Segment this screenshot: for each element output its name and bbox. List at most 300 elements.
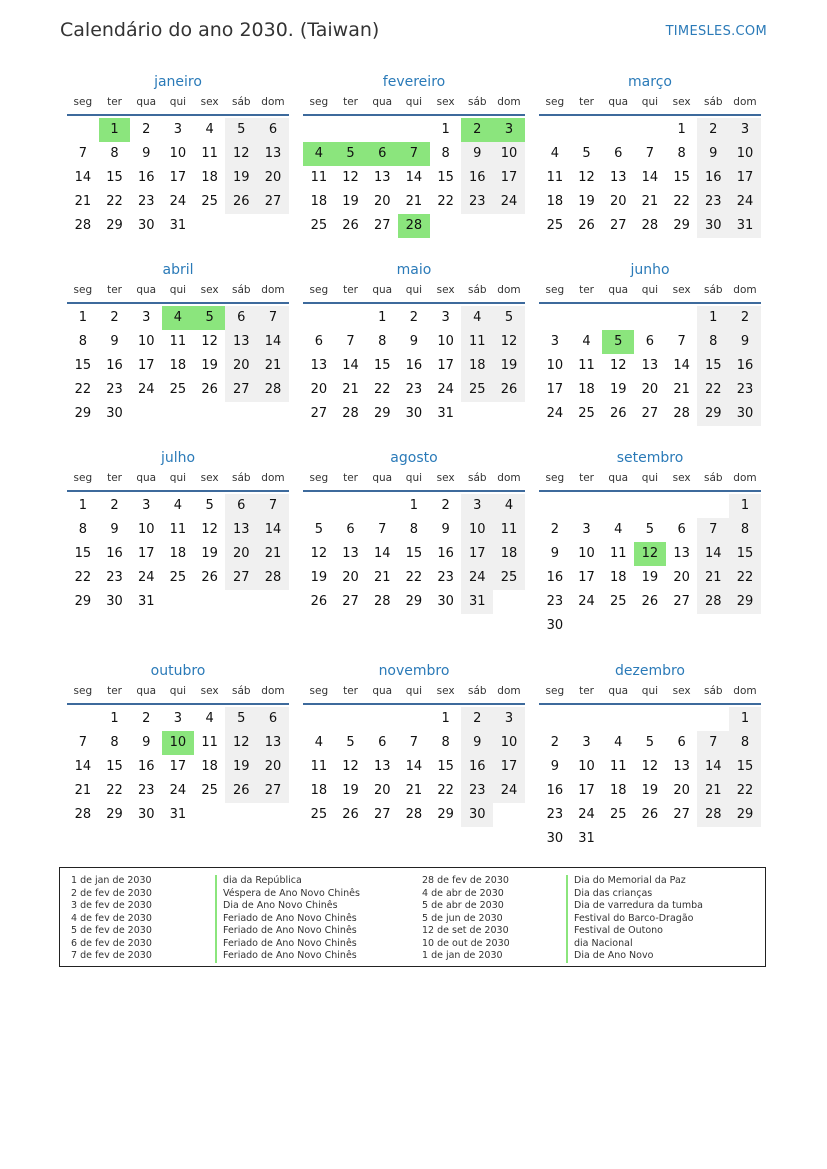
empty-cell: [634, 494, 666, 518]
day-cell: 5: [645, 522, 655, 537]
day-cell: 28: [257, 566, 289, 590]
day-cell: 15: [405, 546, 423, 561]
day-cell: 13: [257, 731, 289, 755]
weekday-label: dom: [261, 685, 285, 697]
weekday-label: seg: [545, 96, 565, 108]
weekday-label: qui: [405, 472, 423, 484]
empty-cell: [571, 707, 603, 731]
weekday-label: ter: [579, 96, 594, 108]
day-cell: 25: [169, 570, 187, 585]
day-cell: 1: [378, 310, 387, 325]
weekday-label: sex: [672, 685, 691, 697]
weekday-label: qui: [169, 96, 187, 108]
weekday-label: dom: [497, 685, 521, 697]
empty-cell: [666, 494, 698, 518]
weekday-label: qui: [169, 472, 187, 484]
brand-link[interactable]: TIMESLES.COM: [665, 24, 767, 39]
weekday-header: [67, 92, 289, 116]
day-cell: 11: [578, 358, 595, 373]
day-cell: 28: [697, 590, 729, 614]
empty-cell: [335, 494, 367, 518]
legend-holiday-name: Feriado de Ano Novo Chinês: [215, 913, 360, 926]
weekday-label: sáb: [231, 96, 251, 108]
month-2: [539, 72, 761, 238]
weekday-label: sáb: [703, 685, 723, 697]
empty-cell: [303, 494, 335, 518]
day-cell: 2: [550, 735, 559, 750]
day-cell: 9: [409, 334, 419, 349]
day-cell: 1: [78, 310, 87, 325]
day-cell: 18: [169, 358, 187, 373]
weekday-label: sex: [436, 472, 455, 484]
day-cell: 17: [729, 166, 761, 190]
day-cell: 30: [697, 214, 729, 238]
holiday-cell: 28: [398, 214, 430, 238]
weekday-label: seg: [309, 96, 329, 108]
day-cell: 31: [578, 831, 595, 846]
weekday-label: qua: [372, 96, 393, 108]
day-cell: 6: [677, 522, 686, 537]
month-name: agosto: [390, 450, 438, 466]
legend-date: 7 de fev de 2030: [71, 950, 152, 961]
day-cell: 7: [645, 146, 655, 161]
day-cell: 1: [78, 498, 87, 513]
legend-holiday-name: dia da República: [215, 875, 360, 888]
weekday-label: dom: [261, 96, 285, 108]
empty-cell: [303, 306, 335, 330]
day-cell: 2: [729, 306, 761, 330]
empty-cell: [634, 118, 666, 142]
day-cell: 9: [142, 146, 151, 161]
day-cell: 3: [173, 711, 183, 726]
day-cell: 14: [257, 518, 289, 542]
holiday-cell: 2: [461, 118, 493, 142]
weekday-header: [539, 92, 761, 116]
month-name: abril: [162, 262, 194, 278]
day-cell: 6: [257, 118, 289, 142]
day-cell: 15: [74, 546, 92, 561]
weekday-label: ter: [343, 685, 358, 697]
day-cell: 27: [257, 779, 289, 803]
day-cell: 16: [137, 170, 155, 185]
weekday-label: ter: [343, 472, 358, 484]
empty-cell: [303, 707, 335, 731]
day-cell: 18: [201, 759, 218, 774]
day-cell: 23: [461, 779, 493, 803]
day-cell: 27: [673, 807, 690, 822]
weekday-label: qui: [641, 96, 659, 108]
day-cell: 1: [441, 711, 450, 726]
empty-cell: [366, 118, 398, 142]
day-cell: 29: [106, 807, 123, 822]
empty-cell: [398, 707, 430, 731]
empty-cell: [366, 494, 398, 518]
day-cell: 18: [310, 783, 328, 798]
day-cell: 27: [673, 594, 690, 609]
day-cell: 17: [169, 170, 187, 185]
day-cell: 31: [169, 807, 187, 822]
day-cell: 6: [257, 707, 289, 731]
holiday-cell: 5: [602, 330, 634, 354]
holiday-cell: 5: [194, 306, 226, 330]
day-cell: 31: [729, 214, 761, 238]
day-cell: 9: [110, 334, 119, 349]
day-cell: 22: [373, 382, 391, 397]
empty-cell: [335, 306, 367, 330]
day-cell: 2: [550, 522, 559, 537]
day-cell: 3: [142, 498, 151, 513]
weekday-label: ter: [107, 96, 122, 108]
day-cell: 21: [257, 542, 289, 566]
empty-cell: [67, 707, 99, 731]
month-name: setembro: [616, 450, 684, 466]
day-cell: 15: [373, 358, 391, 373]
day-cell: 9: [110, 522, 119, 537]
legend-date: 12 de set de 2030: [422, 925, 509, 936]
day-cell: 11: [201, 146, 218, 161]
holiday-cell: 1: [99, 118, 131, 142]
day-cell: 24: [493, 190, 525, 214]
day-cell: 17: [137, 546, 155, 561]
day-cell: 1: [677, 122, 686, 137]
day-cell: 28: [74, 218, 92, 233]
day-cell: 26: [342, 807, 359, 822]
legend-holiday-name: Festival do Barco-Dragão: [566, 913, 703, 926]
day-cell: 16: [729, 354, 761, 378]
month-8: [539, 448, 761, 638]
weekday-label: dom: [261, 284, 285, 296]
month-0: [67, 72, 289, 238]
day-cell: 26: [493, 378, 525, 402]
weekday-label: dom: [733, 96, 757, 108]
empty-cell: [571, 494, 603, 518]
day-cell: 23: [697, 190, 729, 214]
legend-holiday-name: Festival de Outono: [566, 925, 703, 938]
legend-holiday-name: Véspera de Ano Novo Chinês: [215, 888, 360, 901]
holiday-cell: 7: [398, 142, 430, 166]
day-cell: 28: [641, 218, 659, 233]
day-cell: 19: [342, 783, 359, 798]
day-cell: 19: [641, 570, 659, 585]
day-cell: 21: [373, 570, 391, 585]
weekday-label: sex: [672, 472, 691, 484]
day-cell: 22: [437, 783, 454, 798]
month-name: janeiro: [154, 74, 202, 90]
day-cell: 9: [461, 142, 493, 166]
holiday-cell: 6: [366, 142, 398, 166]
weekday-label: ter: [579, 472, 594, 484]
day-cell: 16: [137, 759, 155, 774]
day-cell: 16: [106, 358, 123, 373]
day-cell: 21: [641, 194, 659, 209]
empty-cell: [666, 707, 698, 731]
legend-date: 5 de abr de 2030: [422, 900, 504, 911]
weekday-label: sex: [436, 685, 455, 697]
day-cell: 23: [106, 382, 123, 397]
month-name: julho: [160, 450, 196, 466]
day-cell: 29: [729, 803, 761, 827]
day-cell: 9: [550, 759, 559, 774]
day-cell: 8: [729, 518, 761, 542]
day-cell: 19: [201, 546, 218, 561]
weekday-label: qua: [372, 284, 393, 296]
day-cell: 26: [225, 779, 257, 803]
day-cell: 4: [173, 498, 183, 513]
legend-holiday-name: Feriado de Ano Novo Chinês: [215, 925, 360, 938]
day-cell: 7: [78, 146, 87, 161]
day-cell: 11: [169, 334, 187, 349]
day-cell: 5: [314, 522, 323, 537]
day-cell: 11: [609, 546, 627, 561]
month-name: março: [628, 74, 672, 90]
day-cell: 25: [578, 406, 595, 421]
day-cell: 17: [493, 166, 525, 190]
day-cell: 23: [437, 570, 454, 585]
legend-date: 10 de out de 2030: [422, 937, 510, 949]
day-grid: [539, 118, 761, 238]
day-cell: 2: [142, 711, 151, 726]
day-cell: 4: [550, 146, 559, 161]
empty-cell: [602, 707, 634, 731]
day-cell: 23: [137, 194, 155, 209]
weekday-header: [67, 681, 289, 705]
weekday-label: qua: [136, 472, 157, 484]
day-cell: 5: [225, 707, 257, 731]
month-5: [539, 260, 761, 426]
empty-cell: [366, 707, 398, 731]
day-cell: 11: [461, 330, 493, 354]
month-3: [67, 260, 289, 426]
day-cell: 20: [225, 542, 257, 566]
day-cell: 22: [437, 194, 454, 209]
day-cell: 2: [461, 707, 493, 731]
day-cell: 6: [677, 735, 686, 750]
day-cell: 23: [405, 382, 423, 397]
empty-cell: [67, 118, 99, 142]
day-cell: 17: [169, 759, 187, 774]
weekday-label: dom: [497, 284, 521, 296]
day-cell: 28: [342, 406, 359, 421]
weekday-label: dom: [733, 284, 757, 296]
day-cell: 17: [137, 358, 155, 373]
day-cell: 30: [437, 594, 454, 609]
day-cell: 5: [346, 735, 355, 750]
day-cell: 12: [578, 170, 595, 185]
day-cell: 26: [641, 594, 659, 609]
month-9: [67, 661, 289, 827]
month-11: [539, 661, 761, 851]
day-cell: 21: [405, 783, 423, 798]
day-cell: 29: [437, 807, 454, 822]
legend-holiday-name: Feriado de Ano Novo Chinês: [215, 938, 360, 951]
weekday-label: seg: [545, 284, 565, 296]
day-cell: 12: [493, 330, 525, 354]
weekday-label: qui: [641, 284, 659, 296]
day-cell: 12: [342, 170, 359, 185]
day-cell: 26: [641, 807, 659, 822]
day-cell: 31: [437, 406, 454, 421]
day-cell: 12: [201, 522, 218, 537]
holiday-cell: 12: [634, 542, 666, 566]
day-cell: 24: [169, 783, 187, 798]
day-cell: 10: [493, 142, 525, 166]
day-cell: 3: [550, 334, 559, 349]
day-cell: 1: [409, 498, 419, 513]
day-cell: 11: [609, 759, 627, 774]
day-cell: 13: [257, 142, 289, 166]
empty-cell: [303, 118, 335, 142]
day-cell: 14: [74, 759, 92, 774]
weekday-label: dom: [733, 472, 757, 484]
day-cell: 12: [609, 358, 627, 373]
weekday-label: dom: [497, 472, 521, 484]
day-cell: 31: [169, 218, 187, 233]
legend-holiday-name: Dia do Memorial da Paz: [566, 875, 703, 888]
legend-holiday-name: Dia de Ano Novo: [566, 950, 703, 963]
day-cell: 15: [106, 759, 123, 774]
day-cell: 12: [641, 759, 659, 774]
day-cell: 3: [582, 735, 591, 750]
day-cell: 15: [729, 755, 761, 779]
day-cell: 19: [493, 354, 525, 378]
weekday-label: qui: [405, 284, 423, 296]
day-cell: 7: [346, 334, 355, 349]
weekday-label: qui: [641, 685, 659, 697]
legend-date: 2 de fev de 2030: [71, 887, 152, 899]
weekday-label: qua: [608, 284, 629, 296]
day-cell: 17: [461, 542, 493, 566]
day-cell: 2: [409, 310, 419, 325]
day-cell: 20: [225, 354, 257, 378]
weekday-label: seg: [73, 96, 93, 108]
day-cell: 25: [609, 594, 627, 609]
page-title: Calendário do ano 2030. (Taiwan): [60, 19, 380, 41]
day-cell: 10: [493, 731, 525, 755]
day-cell: 6: [346, 522, 355, 537]
day-cell: 25: [310, 218, 328, 233]
day-cell: 30: [546, 831, 564, 846]
day-cell: 13: [609, 170, 627, 185]
weekday-label: seg: [73, 685, 93, 697]
weekday-label: seg: [309, 472, 329, 484]
day-cell: 9: [461, 731, 493, 755]
day-cell: 10: [137, 522, 155, 537]
day-cell: 13: [641, 358, 659, 373]
legend-date: 28 de fev de 2030: [422, 875, 509, 886]
month-name: outubro: [150, 663, 206, 679]
day-cell: 30: [729, 402, 761, 426]
day-cell: 13: [373, 170, 391, 185]
empty-cell: [666, 306, 698, 330]
day-cell: 26: [225, 190, 257, 214]
month-6: [67, 448, 289, 614]
day-cell: 14: [74, 170, 92, 185]
day-cell: 5: [645, 735, 655, 750]
day-cell: 8: [697, 330, 729, 354]
legend-date: 4 de fev de 2030: [71, 912, 152, 924]
legend-dates-right: [422, 875, 510, 963]
empty-cell: [539, 118, 571, 142]
weekday-label: seg: [545, 685, 565, 697]
day-cell: 7: [78, 735, 87, 750]
day-cell: 11: [546, 170, 564, 185]
weekday-label: sex: [200, 284, 219, 296]
day-cell: 21: [697, 779, 729, 803]
day-cell: 12: [225, 731, 257, 755]
legend-date: 3 de fev de 2030: [71, 900, 152, 911]
legend-holiday-name: Dia de varredura da tumba: [566, 900, 703, 913]
day-cell: 20: [257, 166, 289, 190]
day-cell: 30: [137, 807, 155, 822]
day-cell: 28: [373, 594, 391, 609]
day-cell: 8: [409, 522, 419, 537]
day-grid: [67, 494, 289, 614]
day-cell: 17: [578, 783, 595, 798]
day-cell: 28: [673, 406, 690, 421]
day-cell: 11: [493, 518, 525, 542]
day-cell: 26: [201, 570, 218, 585]
day-cell: 5: [582, 146, 591, 161]
day-cell: 9: [142, 735, 151, 750]
day-cell: 18: [546, 194, 564, 209]
weekday-label: sáb: [467, 284, 487, 296]
day-cell: 24: [169, 194, 187, 209]
day-cell: 28: [257, 378, 289, 402]
day-cell: 6: [225, 494, 257, 518]
day-grid: [303, 118, 525, 238]
weekday-header: [67, 468, 289, 492]
day-cell: 25: [201, 783, 218, 798]
weekday-header: [539, 681, 761, 705]
day-cell: 10: [137, 334, 155, 349]
weekday-label: sáb: [703, 472, 723, 484]
day-cell: 23: [137, 783, 155, 798]
day-cell: 18: [310, 194, 328, 209]
day-cell: 21: [342, 382, 359, 397]
day-grid: [539, 306, 761, 426]
day-cell: 1: [110, 711, 119, 726]
day-cell: 10: [169, 146, 187, 161]
weekday-label: qui: [405, 685, 423, 697]
day-cell: 24: [137, 382, 155, 397]
weekday-label: ter: [107, 284, 122, 296]
day-cell: 16: [405, 358, 423, 373]
day-cell: 20: [310, 382, 328, 397]
day-cell: 22: [697, 378, 729, 402]
day-cell: 30: [461, 803, 493, 827]
weekday-label: ter: [579, 284, 594, 296]
day-cell: 27: [641, 406, 659, 421]
day-cell: 16: [697, 166, 729, 190]
day-cell: 1: [441, 122, 450, 137]
day-cell: 28: [697, 803, 729, 827]
day-cell: 1: [729, 494, 761, 518]
day-cell: 14: [641, 170, 659, 185]
day-cell: 5: [225, 118, 257, 142]
day-cell: 19: [201, 358, 218, 373]
day-cell: 17: [493, 755, 525, 779]
day-cell: 29: [673, 218, 690, 233]
weekday-label: qui: [641, 472, 659, 484]
day-cell: 19: [225, 755, 257, 779]
day-cell: 30: [546, 618, 564, 633]
day-cell: 14: [697, 542, 729, 566]
day-cell: 17: [437, 358, 454, 373]
weekday-label: sáb: [467, 472, 487, 484]
day-cell: 27: [609, 218, 627, 233]
legend-names-right: [566, 875, 703, 963]
day-cell: 8: [677, 146, 686, 161]
